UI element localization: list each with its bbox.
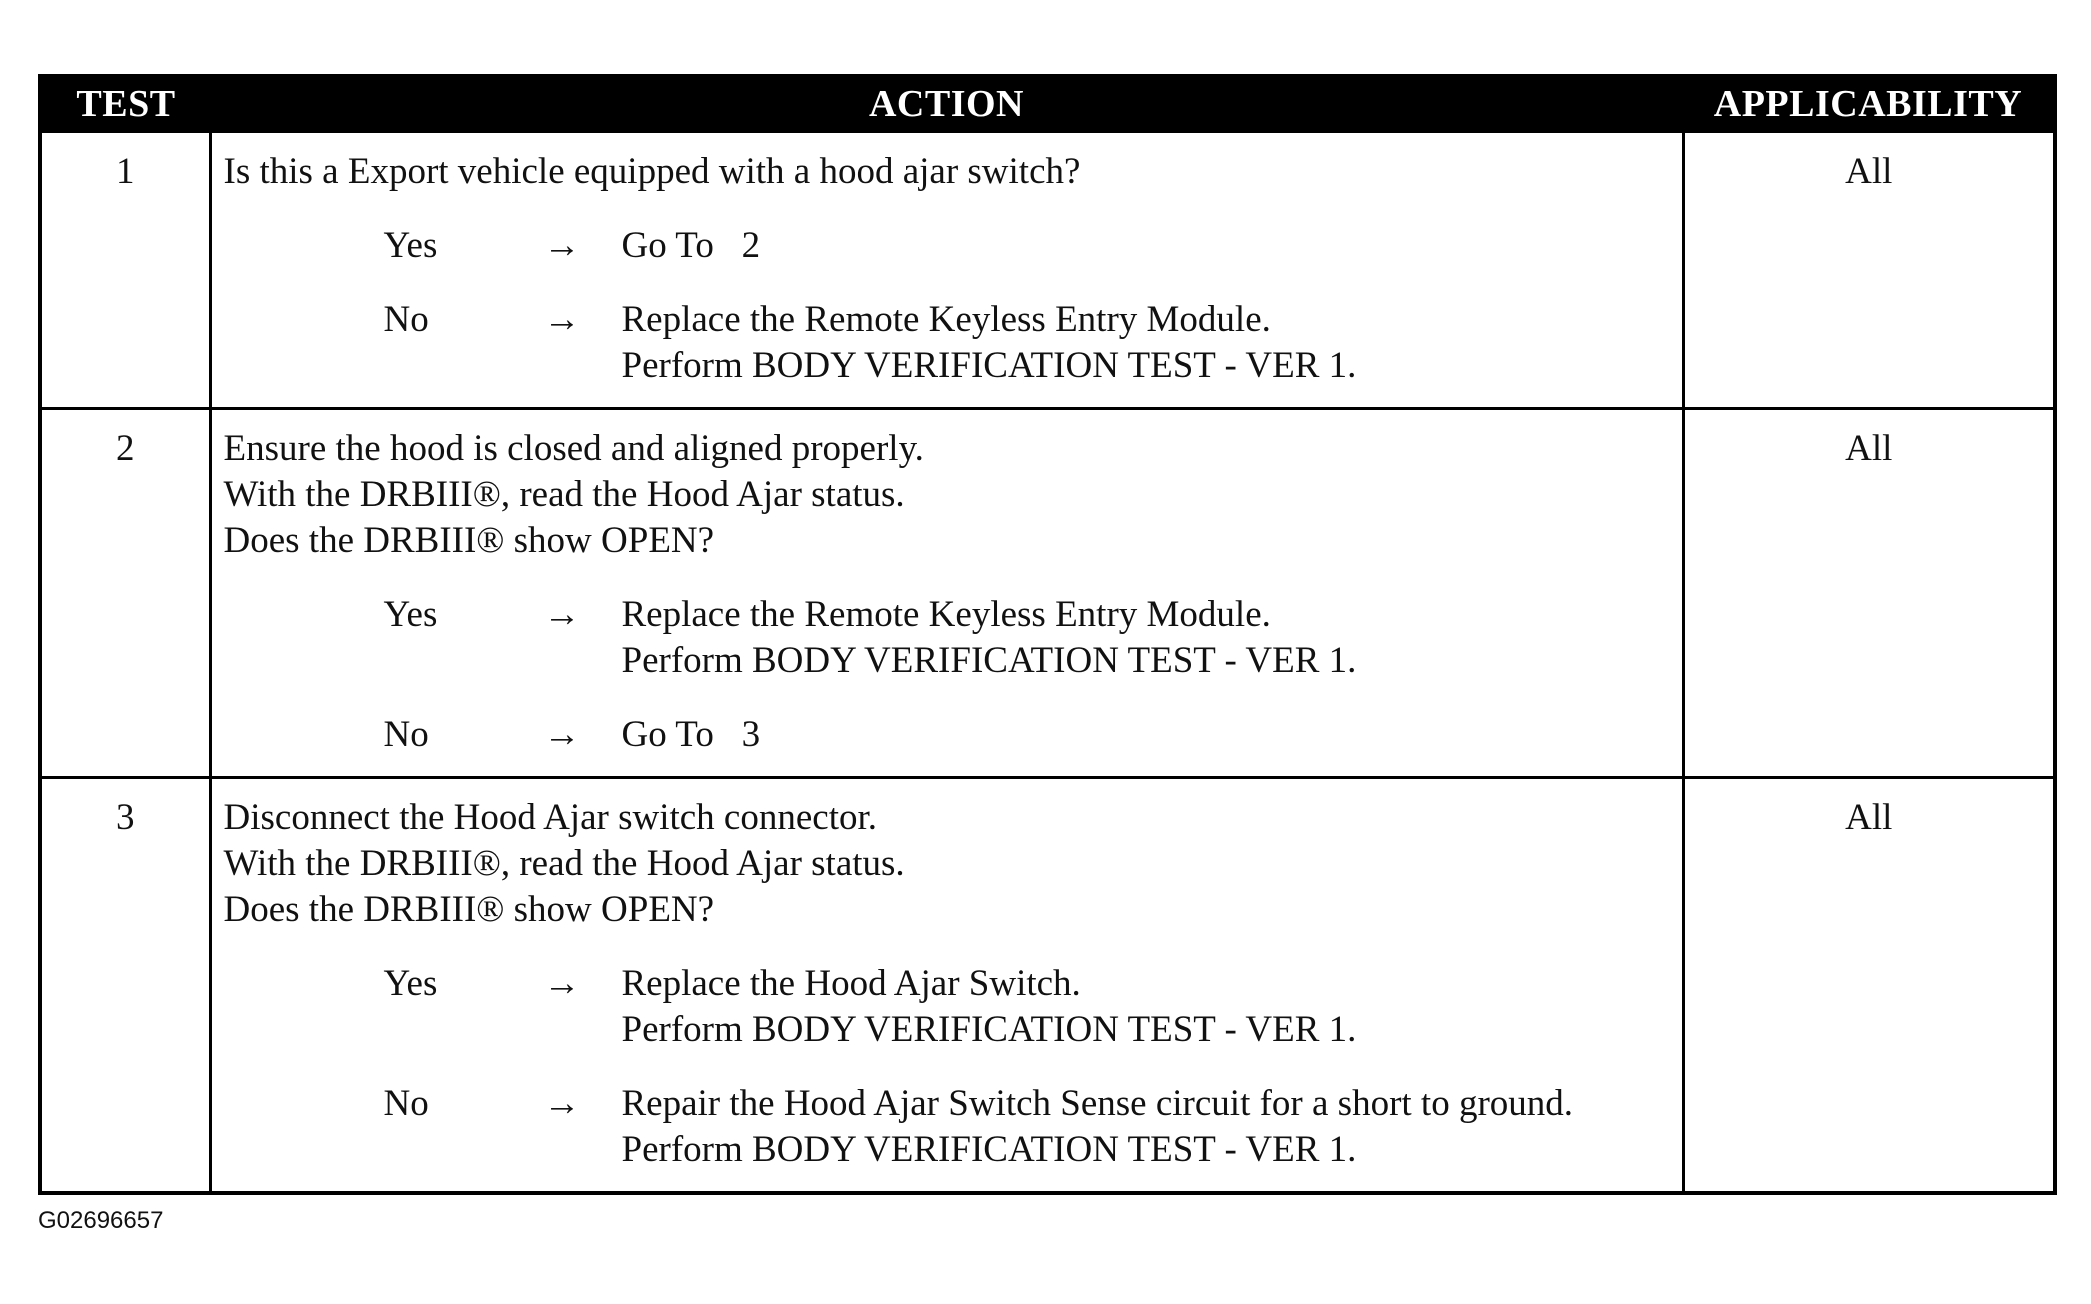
table-row (40, 409, 2055, 778)
yes-label: Yes (383, 594, 438, 635)
no-branch (224, 1081, 1672, 1173)
right-arrow-icon: → (543, 594, 581, 635)
action-cell (210, 778, 1683, 1194)
right-arrow-icon: → (543, 963, 581, 1004)
diagnostic-test-table (38, 74, 2057, 1195)
yes-label: Yes (383, 225, 438, 266)
action-cell (210, 132, 1683, 409)
test-number: 1 (40, 132, 210, 409)
no-label: No (383, 1083, 429, 1124)
result-line: Perform BODY VERIFICATION TEST - VER 1. (621, 1129, 1357, 1170)
yes-result (622, 592, 1357, 684)
no-result (622, 712, 761, 758)
result-line: Replace the Remote Keyless Entry Module. (621, 299, 1271, 340)
yes-branch (224, 961, 1672, 1053)
action-line: With the DRBIII®, read the Hood Ajar status. (223, 843, 905, 884)
header-applicability: APPLICABILITY (1683, 76, 2055, 132)
right-arrow-icon: → (543, 225, 581, 266)
applicability-cell: All (1683, 778, 2055, 1194)
right-arrow-icon: → (543, 714, 581, 755)
header-action: ACTION (210, 76, 1683, 132)
yes-branch (224, 223, 1672, 269)
action-instructions (224, 426, 1672, 564)
result-line: Perform BODY VERIFICATION TEST - VER 1. (621, 1009, 1357, 1050)
table-row (40, 778, 2055, 1194)
action-line: Does the DRBIII® show OPEN? (223, 889, 715, 930)
action-cell (210, 409, 1683, 778)
no-branch (224, 712, 1672, 758)
header-row (40, 76, 2055, 132)
yes-label: Yes (383, 963, 438, 1004)
applicability-cell: All (1683, 132, 2055, 409)
result-line: Go To 3 (621, 714, 761, 755)
figure-id: G02696657 (38, 1207, 164, 1234)
result-line: Repair the Hood Ajar Switch Sense circuit for a short to ground. (621, 1083, 1574, 1124)
result-line: Perform BODY VERIFICATION TEST - VER 1. (621, 640, 1357, 681)
yes-branch (224, 592, 1672, 684)
table-row (40, 132, 2055, 409)
action-line: Ensure the hood is closed and aligned properly. (223, 428, 924, 469)
no-result (622, 297, 1357, 389)
result-line: Replace the Hood Ajar Switch. (621, 963, 1081, 1004)
action-instructions (224, 149, 1672, 195)
header-test: TEST (40, 76, 210, 132)
no-label: No (383, 714, 429, 755)
result-line: Perform BODY VERIFICATION TEST - VER 1. (621, 345, 1357, 386)
action-line: Disconnect the Hood Ajar switch connector. (223, 797, 877, 838)
right-arrow-icon: → (543, 299, 581, 340)
test-number: 3 (40, 778, 210, 1194)
action-line: Does the DRBIII® show OPEN? (223, 520, 715, 561)
yes-result (622, 223, 761, 269)
action-instructions (224, 795, 1672, 933)
test-number: 2 (40, 409, 210, 778)
no-result (622, 1081, 1574, 1173)
result-line: Replace the Remote Keyless Entry Module. (621, 594, 1271, 635)
yes-result (622, 961, 1357, 1053)
action-line: Is this a Export vehicle equipped with a hood ajar switch? (223, 151, 1081, 192)
no-branch (224, 297, 1672, 389)
action-line: With the DRBIII®, read the Hood Ajar status. (223, 474, 905, 515)
no-label: No (383, 299, 429, 340)
result-line: Go To 2 (621, 225, 761, 266)
applicability-cell: All (1683, 409, 2055, 778)
right-arrow-icon: → (543, 1083, 581, 1124)
